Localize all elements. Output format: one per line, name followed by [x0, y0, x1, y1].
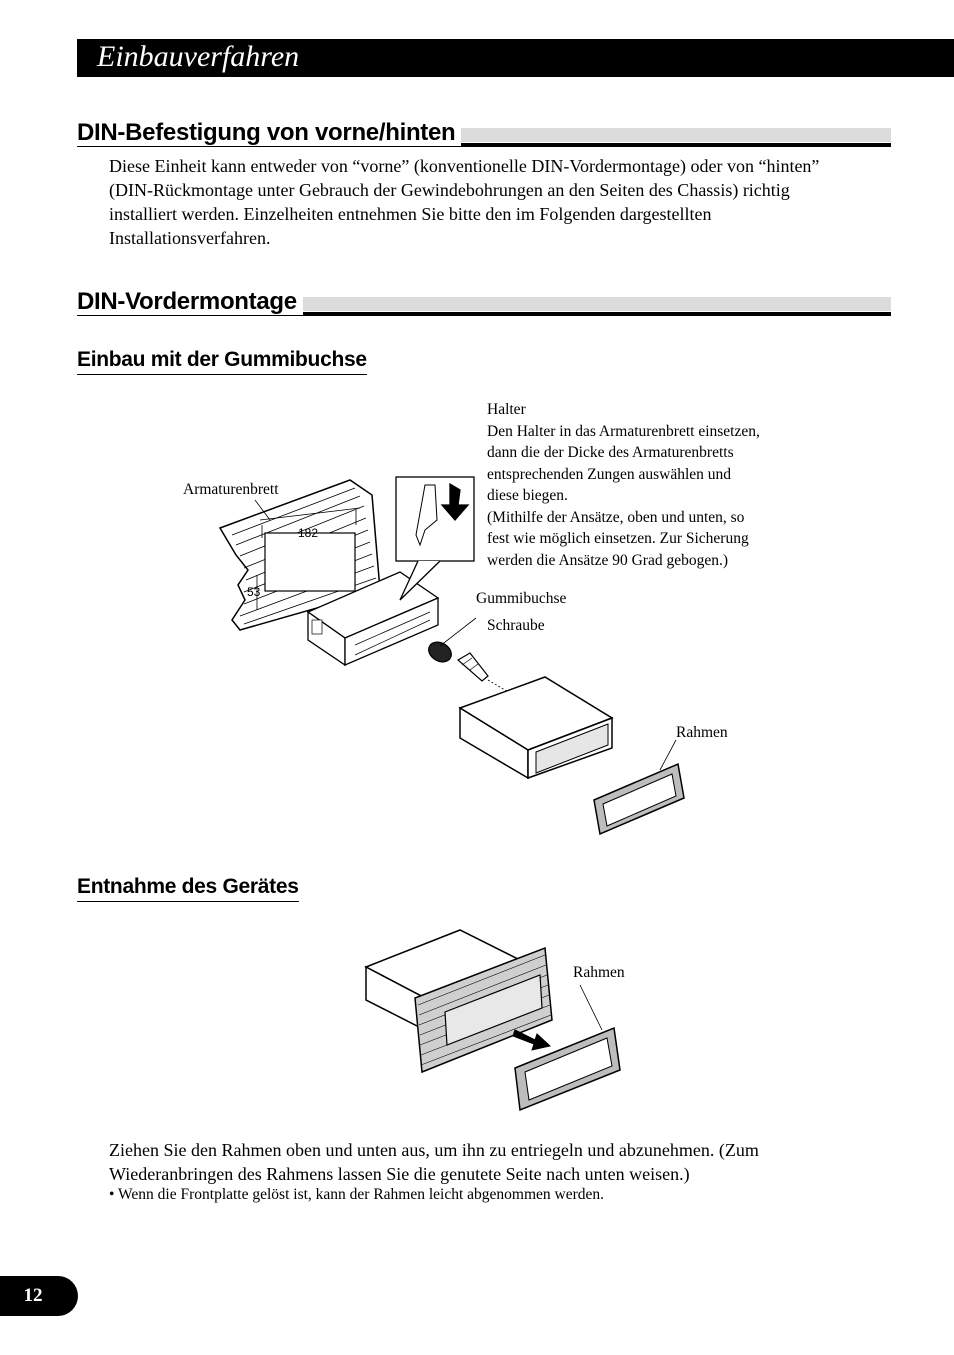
- heading-din-befestigung: DIN-Befestigung von vorne/hinten: [77, 120, 461, 146]
- subheading-entnahme: Entnahme des Gerätes: [77, 875, 299, 902]
- removal-paragraph: [109, 1138, 899, 1186]
- subheading-einbau: Einbau mit der Gummibuchse: [77, 348, 367, 375]
- halter-line: (Mithilfe der Ansätze, oben und unten, so: [487, 508, 745, 526]
- removal-line: Ziehen Sie den Rahmen oben und unten aus, um ihn zu entriegeln und abzunehmen. (Zum: [109, 1140, 759, 1160]
- halter-line: entsprechenden Zungen auswählen und: [487, 465, 732, 483]
- removal-line: Wiederanbringen des Rahmens lassen Sie die genutete Seite nach unten weisen.): [109, 1164, 690, 1184]
- halter-line: fest wie möglich einsetzen. Zur Sicherung: [487, 530, 749, 547]
- label-rahmen-install: Rahmen: [676, 724, 728, 741]
- halter-line: Den Halter in das Armaturenbrett einsetzen,: [487, 422, 760, 440]
- halter-line: werden die Ansätze 90 Grad gebogen.): [487, 551, 729, 569]
- screw-icon: [458, 653, 510, 693]
- dim-height: 53: [247, 585, 261, 599]
- label-rahmen-removal: Rahmen: [573, 964, 625, 981]
- halter-line: dann die der Dicke des Armaturenbretts: [487, 444, 734, 461]
- intro-line: installiert werden. Einzelheiten entnehmen Sie bitte den im Folgenden dargestellten: [109, 204, 712, 224]
- head-unit: [460, 677, 612, 778]
- intro-line: Diese Einheit kann entweder von “vorne” (konventionelle DIN-Vordermontage) oder von “hinten”: [109, 156, 820, 176]
- label-gummibuchse: Gummibuchse: [476, 590, 567, 607]
- page-number: 12: [23, 1285, 43, 1306]
- intro-line: (DIN-Rückmontage unter Gebrauch der Gewindebohrungen an den Seiten des Chassis) richtig: [109, 180, 790, 200]
- page-number-tab: [0, 1276, 78, 1316]
- dim-width: 182: [298, 526, 319, 540]
- trim-frame-install: [594, 740, 684, 834]
- label-armaturenbrett: Armaturenbrett: [183, 481, 279, 498]
- removal-bullet-note: • Wenn die Frontplatte gelöst ist, kann der Rahmen leicht abgenommen werden.: [109, 1186, 605, 1203]
- heading-din-vordermontage: DIN-Vordermontage: [77, 289, 303, 315]
- label-schraube: Schraube: [487, 617, 545, 634]
- intro-line: Installationsverfahren.: [109, 228, 271, 248]
- page-title: Einbauverfahren: [97, 40, 300, 73]
- halter-line: diese biegen.: [487, 487, 568, 504]
- halter-line: Halter: [487, 401, 526, 418]
